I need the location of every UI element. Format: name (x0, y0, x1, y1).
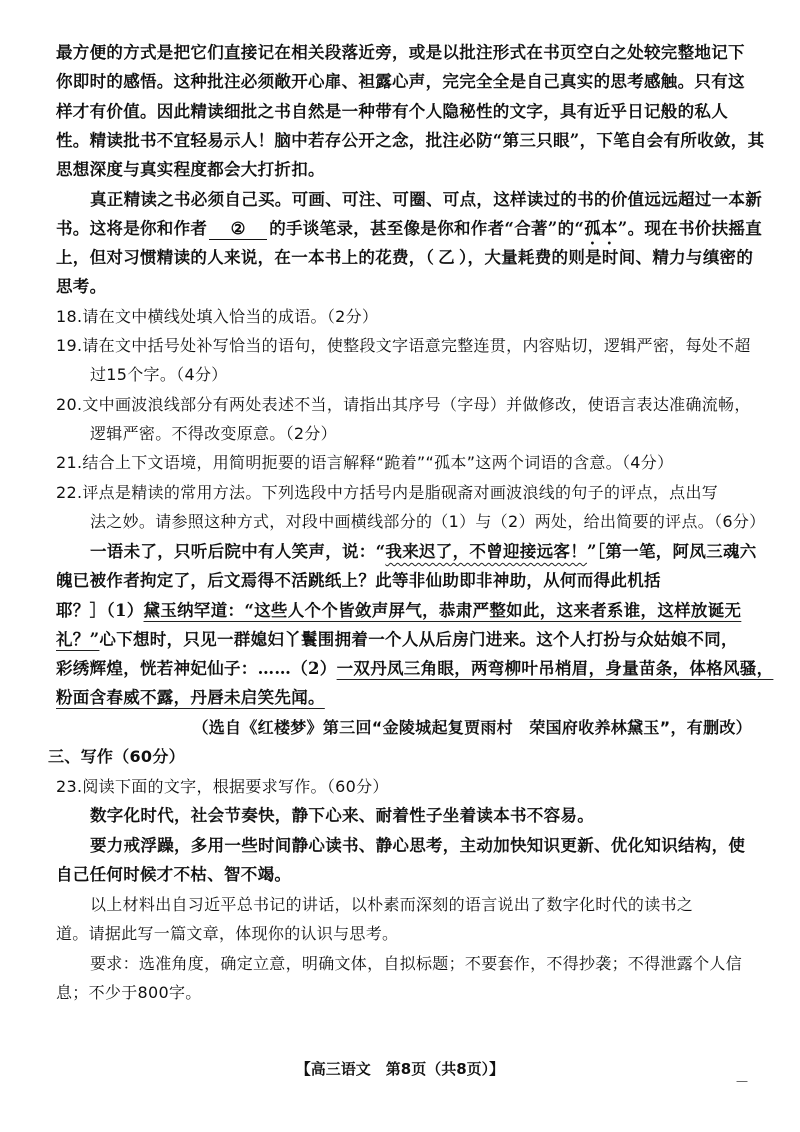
excerpt-source: （选自《红楼梦》第三回“金陵城起复贾雨村 荣国府收养林黛玉”，有删改） (192, 718, 752, 737)
material-line: 要力戒浮躁，多用一些时间静心读书、静心思考，主动加快知识更新、优化知识结构，使 (90, 836, 746, 855)
passage-line: 你即时的感悟。这种批注必须敞开心扉、袒露心声，完完全全是自己真实的思考感触。只有这 (56, 72, 745, 91)
corner-mark: — (736, 1074, 748, 1088)
prompt-line: 道。请据此写一篇文章，体现你的认识与思考。 (56, 924, 399, 943)
question-22: 22.评点是精读的常用方法。下列选段中方括号内是脂砚斋对画波浪线的句子的评点，点出写 (56, 483, 719, 502)
underlined-part-1: 黛玉纳罕道：“这些人个个皆敛声屏气，恭肃严整如此，这来者系谁，这样放诞无 (143, 601, 742, 620)
passage-line: 最方便的方式是把它们直接记在相关段落近旁，或是以批注形式在书页空白之处较完整地记下 (56, 43, 745, 62)
excerpt-line (56, 683, 756, 713)
passage-text: 上，但对习惯精读的人来说，在一本书上的花费，（ (56, 248, 435, 267)
wavy-underlined-text: 我来迟了，不曾迎接远客！ (385, 542, 587, 561)
excerpt-line (56, 654, 774, 684)
underlined-part-2-end: 粉面含春威不露，丹唇未启笑先闻。 (56, 688, 325, 707)
passage-text: ），大量耗费的则是时间、精力与缜密的 (458, 248, 754, 267)
question-21: 21.结合上下文语境，用简明扼要的语言解释“跪着”“孤本”这两个词语的含意。（4分） (56, 453, 674, 472)
emphasized-word-guben: 孤本 (584, 219, 618, 238)
question-19: 19.请在文中括号处补写恰当的语句，使整段文字语意完整连贯，内容贴切，逻辑严密，每处不超 (56, 336, 751, 355)
question-19-cont: 过15个字。（4分） (90, 365, 228, 384)
fill-paren-yi: 乙 (438, 248, 455, 267)
prompt-line: 以上材料出自习近平总书记的讲话，以朴素而深刻的语言说出了数字化时代的读书之 (90, 895, 694, 914)
underlined-part-2: 一双丹凤三角眼，两弯柳叶吊梢眉，身量苗条，体格风骚， (336, 659, 774, 678)
passage-line: 真正精读之书必须自己买。可画、可注、可圈、可点，这样读过的书的价值远远超过一本新 (90, 190, 762, 209)
excerpt-line (56, 596, 756, 626)
excerpt-line (56, 625, 756, 655)
passage-line: 思考。 (56, 277, 107, 296)
question-18: 18.请在文中横线处填入恰当的成语。（2分） (56, 307, 379, 326)
excerpt-text: 耶？］（1） (56, 601, 144, 620)
question-23: 23.阅读下面的文字，根据要求写作。（60分） (56, 777, 389, 796)
excerpt-text: 彩绣辉煌，恍若神妃仙子：……（2） (56, 659, 337, 678)
material-line: 自己任何时候才不枯、智不竭。 (56, 865, 292, 884)
excerpt-text: 一语未了，只听后院中有人笑声，说：“ (90, 542, 386, 561)
passage-line: 思想深度与真实程度都会大打折扣。 (56, 160, 325, 179)
excerpt-line: 魄已被作者拘定了，后文焉得不活跳纸上？此等非仙助即非神助，从何而得此机括 (56, 571, 661, 590)
underlined-part-1-end: 礼？” (56, 630, 100, 649)
question-22-cont: 法之妙。请参照这种方式，对段中画横线部分的（1）与（2）两处，给出简要的评点。（6分） (90, 512, 766, 531)
material-line: 数字化时代，社会节奏快，静下心来、耐着性子坐着读本书不容易。 (90, 806, 594, 825)
passage-line (56, 243, 756, 273)
page-footer: 【高三语文 第8页（共8页）】 (295, 1060, 505, 1078)
passage-line: 样才有价值。因此精读细批之书自然是一种带有个人隐秘性的文字，具有近乎日记般的私人 (56, 102, 728, 121)
passage-text: ”。现在书价扶摇直 (617, 219, 762, 238)
requirements-line: 要求：选准角度，确定立意，明确文体，自拟标题；不要套作，不得抄袭；不得泄露个人信 (90, 954, 743, 973)
excerpt-line (56, 537, 756, 567)
passage-line: 性。精读批书不宜轻易示人！脑中若存公开之念，批注必防“第三只眼”，下笔自会有所收敛，其 (56, 131, 765, 150)
passage-text: 书。这将是你和作者 (56, 219, 208, 238)
excerpt-text: 心下想时，只见一群媳妇丫鬟围拥着一个人从后房门进来。这个人打扮与众姑娘不同， (99, 630, 738, 649)
section-heading: 三、写作（60分） (48, 747, 185, 766)
excerpt-text: ”［第一笔，阿凤三魂六 (587, 542, 757, 561)
fill-blank-2: ② (209, 219, 267, 240)
requirements-line: 息；不少于800字。 (56, 983, 202, 1002)
question-20-cont: 逻辑严密。不得改变原意。（2分） (90, 424, 337, 443)
question-20: 20.文中画波浪线部分有两处表述不当，请指出其序号（字母）并做修改，使语言表达准确流畅， (56, 395, 751, 414)
passage-text: 的手谈笔录，甚至像是你和作者“合著”的“ (269, 219, 585, 238)
